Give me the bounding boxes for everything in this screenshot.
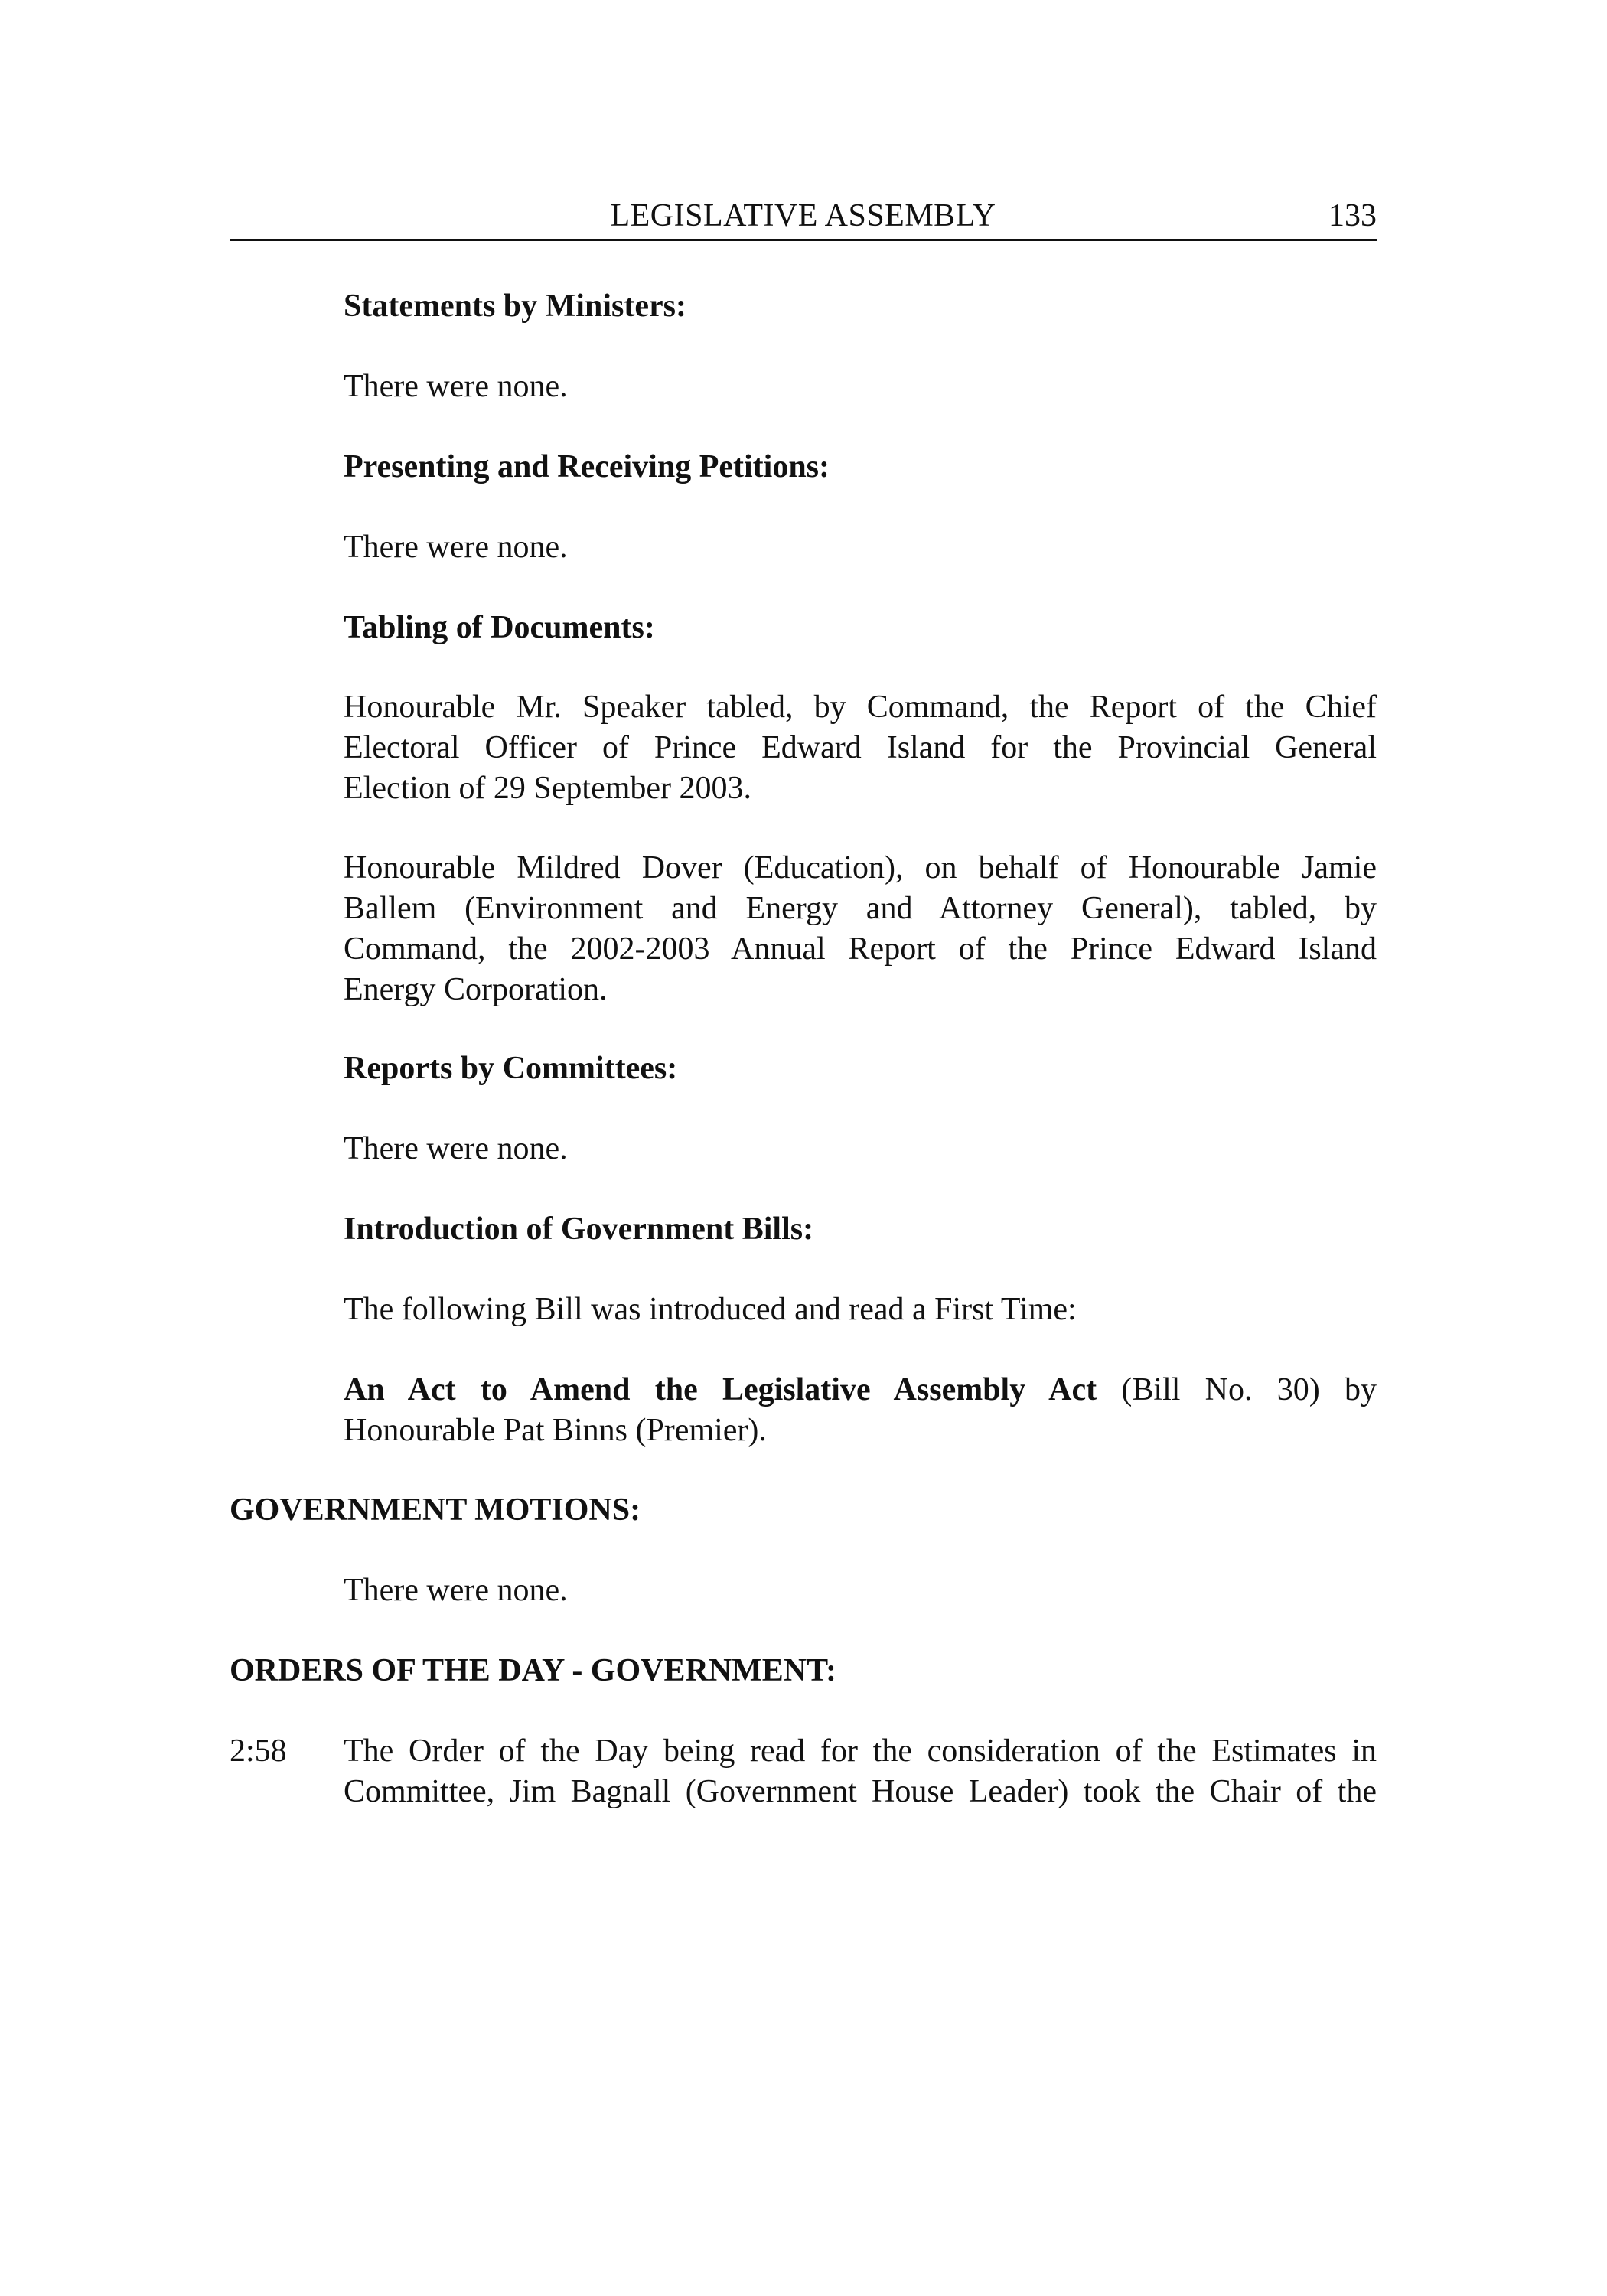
bill-line (344, 1370, 1377, 1411)
bill-title: An Act to Amend the Legislative Assembly Act (344, 1372, 1097, 1407)
paragraph-line: Electoral Officer of Prince Edward Island for the Provincial General (344, 730, 1377, 765)
bill-sponsor: Honourable Pat Binns (Premier). (344, 1413, 767, 1448)
paragraph-line: Honourable Mildred Dover (Education), on behalf of Honourable Jamie (344, 850, 1377, 885)
tabling-heading: Tabling of Documents: (344, 610, 655, 645)
bill-number-text: (Bill No. 30) by (1097, 1372, 1377, 1407)
paragraph-line: Election of 29 September 2003. (344, 771, 752, 806)
committees-text: There were none. (344, 1131, 568, 1166)
running-header (230, 194, 1377, 241)
petitions-heading: Presenting and Receiving Petitions: (344, 449, 830, 484)
paragraph-line: The Order of the Day being read for the consideration of the Estimates in (344, 1733, 1377, 1769)
statements-text: There were none. (344, 369, 568, 404)
paragraph-line: Honourable Mr. Speaker tabled, by Command, the Report of the Chief (344, 690, 1377, 725)
bill-entry (344, 1370, 1377, 1451)
paragraph-line: Ballem (Environment and Energy and Attorney General), tabled, by (344, 891, 1377, 926)
committees-heading: Reports by Committees: (344, 1051, 678, 1086)
statements-heading: Statements by Ministers: (344, 289, 686, 324)
paragraph-line: Committee, Jim Bagnall (Government House Leader) took the Chair of the (344, 1774, 1377, 1809)
petitions-text: There were none. (344, 530, 568, 565)
paragraph-line: Energy Corporation. (344, 972, 608, 1007)
orders-paragraph (344, 1731, 1377, 1812)
tabling-paragraph-1 (344, 687, 1377, 809)
government-motions-text: There were none. (344, 1573, 568, 1608)
page-number: 133 (1328, 198, 1377, 233)
government-motions-heading: GOVERNMENT MOTIONS: (230, 1492, 641, 1528)
orders-time: 2:58 (230, 1733, 287, 1769)
orders-heading: ORDERS OF THE DAY - GOVERNMENT: (230, 1653, 837, 1688)
header-title: LEGISLATIVE ASSEMBLY (610, 198, 996, 233)
bills-heading: Introduction of Government Bills: (344, 1212, 814, 1247)
paragraph-line: Command, the 2002-2003 Annual Report of the Prince Edward Island (344, 931, 1377, 967)
bills-intro: The following Bill was introduced and read a First Time: (344, 1292, 1077, 1327)
tabling-paragraph-2 (344, 848, 1377, 1010)
